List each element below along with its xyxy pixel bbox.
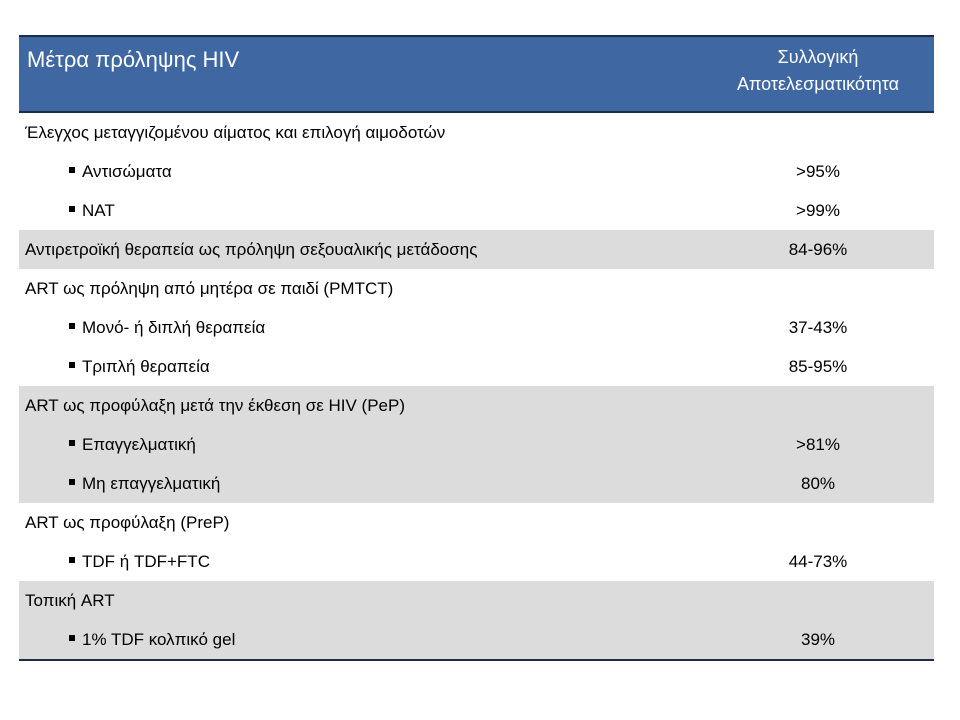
- table-row: [19, 425, 934, 464]
- header-effectiveness-label: [702, 37, 934, 111]
- row-sub-label: [19, 474, 702, 494]
- square-bullet-icon: [69, 440, 75, 446]
- row-effectiveness-value: >99%: [796, 200, 840, 220]
- row-label-text: Τριπλή θεραπεία: [82, 356, 210, 376]
- row-label-text: ART ως πρόληψη από μητέρα σε παιδί (PMTCT): [25, 278, 394, 298]
- row-effectiveness-value: 39%: [800, 629, 836, 649]
- row-label: [19, 396, 702, 416]
- row-sub-label: [19, 162, 702, 182]
- square-bullet-icon: [69, 479, 75, 485]
- row-label-text: Αντιρετροϊκή θεραπεία ως πρόληψη σεξουαλικής μετάδοσης: [25, 239, 478, 259]
- table-row: [19, 347, 934, 386]
- square-bullet-icon: [69, 635, 75, 641]
- row-label-text: Αντισώματα: [82, 161, 172, 181]
- row-effectiveness-value: >81%: [796, 434, 840, 454]
- table-row: [19, 464, 934, 503]
- table-row: [19, 503, 934, 542]
- hiv-prevention-table: [19, 35, 934, 661]
- header-effectiveness-line2: Αποτελεσματικότητα: [737, 74, 899, 94]
- header-effectiveness-line1: Συλλογική: [777, 47, 859, 67]
- row-effectiveness-value: >95%: [796, 161, 840, 181]
- row-label-text: NAT: [82, 200, 115, 220]
- row-effectiveness-value: 84-96%: [788, 239, 848, 259]
- row-label-text: Έλεγχος μεταγγιζομένου αίματος και επιλογή αιμοδοτών: [25, 122, 446, 142]
- table-row: [19, 230, 934, 269]
- table-header: [19, 35, 934, 113]
- square-bullet-icon: [69, 167, 75, 173]
- square-bullet-icon: [69, 557, 75, 563]
- row-sub-label: [19, 318, 702, 338]
- table-body: [19, 113, 934, 659]
- row-label-text: ART ως προφύλαξη μετά την έκθεση σε HIV (PeP): [25, 395, 406, 415]
- row-effectiveness-value: 44-73%: [788, 551, 848, 571]
- row-label: [19, 240, 702, 260]
- row-label-text: ART ως προφύλαξη (PreP): [25, 512, 230, 532]
- header-measure-label: Μέτρα πρόληψης HIV: [27, 47, 240, 72]
- row-label: [19, 279, 702, 299]
- row-label-text: Τοπική ART: [25, 590, 115, 610]
- table-row: [19, 113, 934, 152]
- row-label-text: TDF ή TDF+FTC: [82, 551, 210, 571]
- table-row: [19, 581, 934, 620]
- row-label: [19, 123, 702, 143]
- row-effectiveness-value: 37-43%: [788, 317, 848, 337]
- row-label: [19, 591, 702, 611]
- row-label-text: Επαγγελματική: [82, 434, 196, 454]
- row-sub-label: [19, 357, 702, 377]
- square-bullet-icon: [69, 362, 75, 368]
- row-effectiveness-value: 80%: [800, 473, 836, 493]
- square-bullet-icon: [69, 323, 75, 329]
- table-row: [19, 386, 934, 425]
- row-label-text: 1% TDF κολπικό gel: [82, 629, 236, 649]
- row-label-text: Μη επαγγελματική: [82, 473, 221, 493]
- row-effectiveness-value: 85-95%: [788, 356, 848, 376]
- square-bullet-icon: [69, 206, 75, 212]
- row-sub-label: [19, 201, 702, 221]
- table-row: [19, 308, 934, 347]
- row-sub-label: [19, 435, 702, 455]
- table-row: [19, 542, 934, 581]
- row-sub-label: [19, 552, 702, 572]
- table-row: [19, 191, 934, 230]
- table-row: [19, 620, 934, 659]
- row-label-text: Μονό- ή διπλή θεραπεία: [82, 317, 266, 337]
- table-row: [19, 269, 934, 308]
- row-label: [19, 513, 702, 533]
- table-bottom-rule: [19, 659, 934, 661]
- table-row: [19, 152, 934, 191]
- row-sub-label: [19, 630, 702, 650]
